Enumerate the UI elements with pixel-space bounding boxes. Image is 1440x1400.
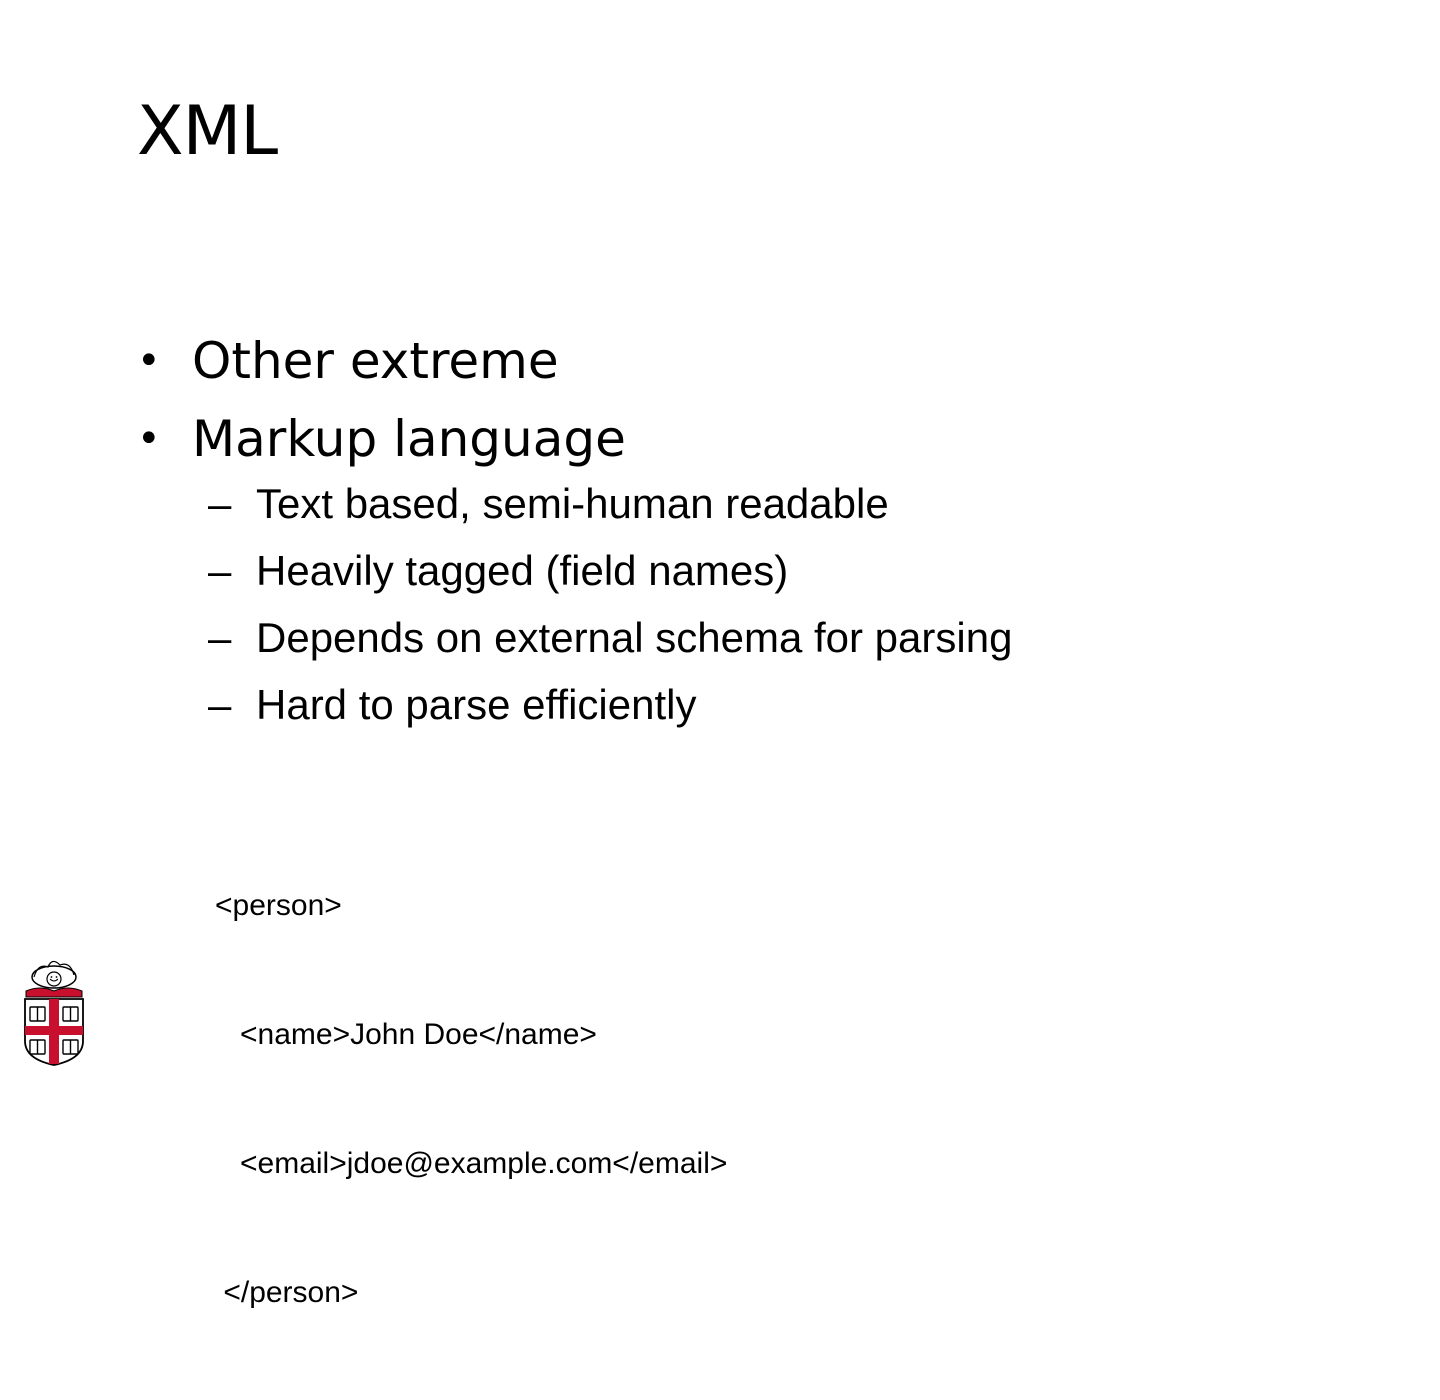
sub-bullet-marker: – <box>208 547 232 594</box>
crest-wreath <box>26 988 82 997</box>
sub-bullet-item <box>208 671 1012 738</box>
crest-sun <box>32 961 76 988</box>
sub-bullet-text: Depends on external schema for parsing <box>256 614 1013 661</box>
code-line: </person> <box>215 1276 359 1309</box>
sub-bullet-item <box>208 604 1012 671</box>
bullet-text: Other extreme <box>192 332 559 390</box>
sub-bullet-text: Text based, semi-human readable <box>256 480 889 527</box>
slide-title: XML <box>137 92 278 171</box>
university-crest-icon <box>20 955 88 1067</box>
sub-bullet-marker: – <box>208 614 232 661</box>
sub-bullet-item <box>208 537 1012 604</box>
crest-cross-horizontal <box>25 1026 83 1035</box>
bullet-marker: • <box>137 338 161 384</box>
sub-bullet-list <box>208 470 1012 738</box>
bullet-marker: • <box>137 416 161 462</box>
xml-example-code <box>215 798 727 1400</box>
code-line: <email>jdoe@example.com</email> <box>215 1147 728 1180</box>
sub-bullet-item <box>208 470 1012 537</box>
bullet-list <box>137 322 626 478</box>
code-line: <name>John Doe</name> <box>215 1018 597 1051</box>
bullet-item <box>137 400 626 478</box>
code-line: <person> <box>215 889 342 922</box>
bullet-item <box>137 322 626 400</box>
sub-bullet-marker: – <box>208 681 232 728</box>
sub-bullet-text: Hard to parse efficiently <box>256 681 697 728</box>
sub-bullet-text: Heavily tagged (field names) <box>256 547 789 594</box>
sub-bullet-marker: – <box>208 480 232 527</box>
bullet-text: Markup language <box>192 410 626 468</box>
